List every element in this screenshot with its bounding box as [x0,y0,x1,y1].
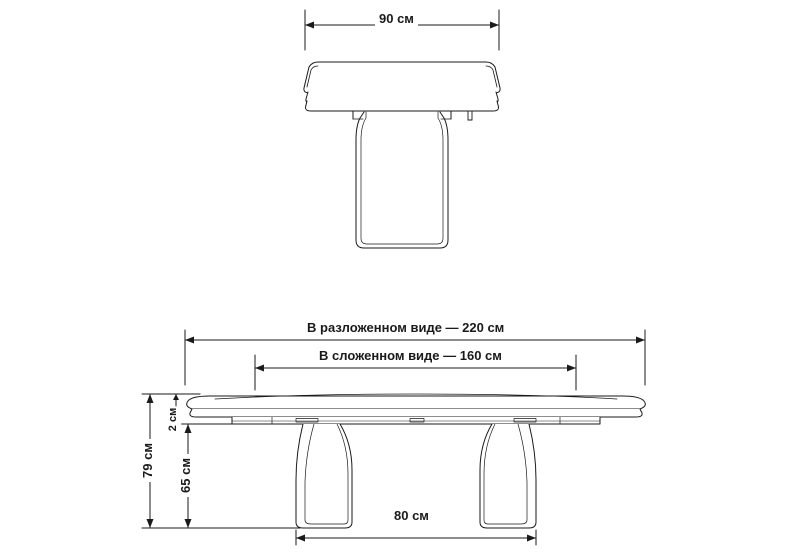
front-view-tabletop [187,394,646,424]
label-top-thickness: 2 см [167,407,180,432]
label-top-width: 90 см [375,11,418,26]
top-view-tabletop [304,62,500,111]
label-leg-height: 65 см [178,454,193,497]
label-extended-length: В разложенном виде — 220 см [303,320,508,335]
label-total-height: 79 см [140,439,155,482]
top-view-base [356,112,448,248]
label-folded-length: В сложенном виде — 160 см [315,348,506,363]
front-view-base-width-dimension [296,530,536,545]
label-base-width: 80 см [390,508,433,523]
